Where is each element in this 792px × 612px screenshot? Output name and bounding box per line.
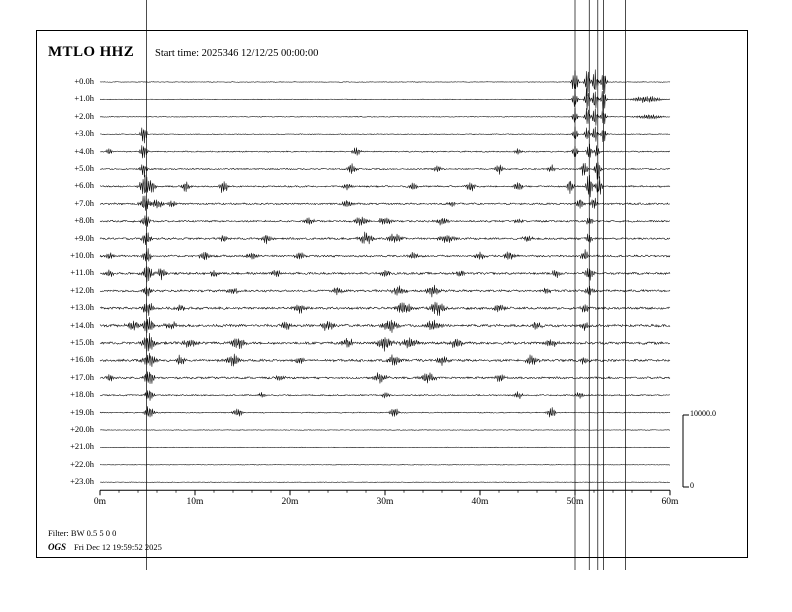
y-tick-label: +7.0h <box>74 197 94 208</box>
y-tick-label: +12.0h <box>70 284 94 295</box>
y-tick-label: +10.0h <box>70 250 94 260</box>
y-tick-label: +3.0h <box>74 128 94 139</box>
y-tick-label: +5.0h <box>74 163 94 173</box>
x-tick-label: 0m <box>93 497 107 508</box>
y-tick-label: +22.0h <box>70 458 94 469</box>
y-tick-label: +20.0h <box>70 424 94 434</box>
x-tick-label: 20m <box>281 497 299 508</box>
start-time-label: Start time: 2025346 12/12/25 00:00:00 <box>155 48 319 59</box>
y-tick-label: +18.0h <box>70 389 94 400</box>
render-date: Fri Dec 12 19:59:52 2025 <box>74 542 162 552</box>
y-tick-label: +1.0h <box>74 93 94 104</box>
y-tick-label: +0.0h <box>74 76 94 86</box>
x-tick-label: 50m <box>566 497 584 508</box>
y-tick-label: +17.0h <box>70 371 94 382</box>
y-tick-label: +13.0h <box>70 302 94 313</box>
y-tick-label: +2.0h <box>74 110 94 121</box>
y-tick-label: +9.0h <box>74 232 94 243</box>
scale-max-label: 10000.0 <box>690 409 716 418</box>
x-tick-label: 30m <box>376 497 394 508</box>
y-tick-label: +21.0h <box>70 441 94 452</box>
y-tick-label: +14.0h <box>70 319 94 330</box>
scale-min-label: 0 <box>690 481 694 490</box>
footer-info <box>48 542 162 552</box>
y-tick-label: +15.0h <box>70 337 94 347</box>
y-tick-label: +19.0h <box>70 406 94 417</box>
plot-frame <box>36 30 748 558</box>
y-tick-label: +11.0h <box>70 267 94 278</box>
ogs-logo: OGS <box>48 542 67 552</box>
y-tick-label: +4.0h <box>74 145 94 156</box>
x-tick-label: 40m <box>471 497 489 508</box>
y-tick-label: +16.0h <box>70 354 94 365</box>
x-tick-label: 60m <box>661 497 679 508</box>
y-tick-label: +23.0h <box>70 476 94 487</box>
y-tick-label: +8.0h <box>74 215 94 226</box>
x-tick-label: 10m <box>186 497 204 508</box>
y-tick-label: +6.0h <box>74 180 94 191</box>
filter-label: Filter: BW 0.5 5 0 0 <box>48 528 117 538</box>
page-title: MTLO HHZ <box>48 44 135 60</box>
